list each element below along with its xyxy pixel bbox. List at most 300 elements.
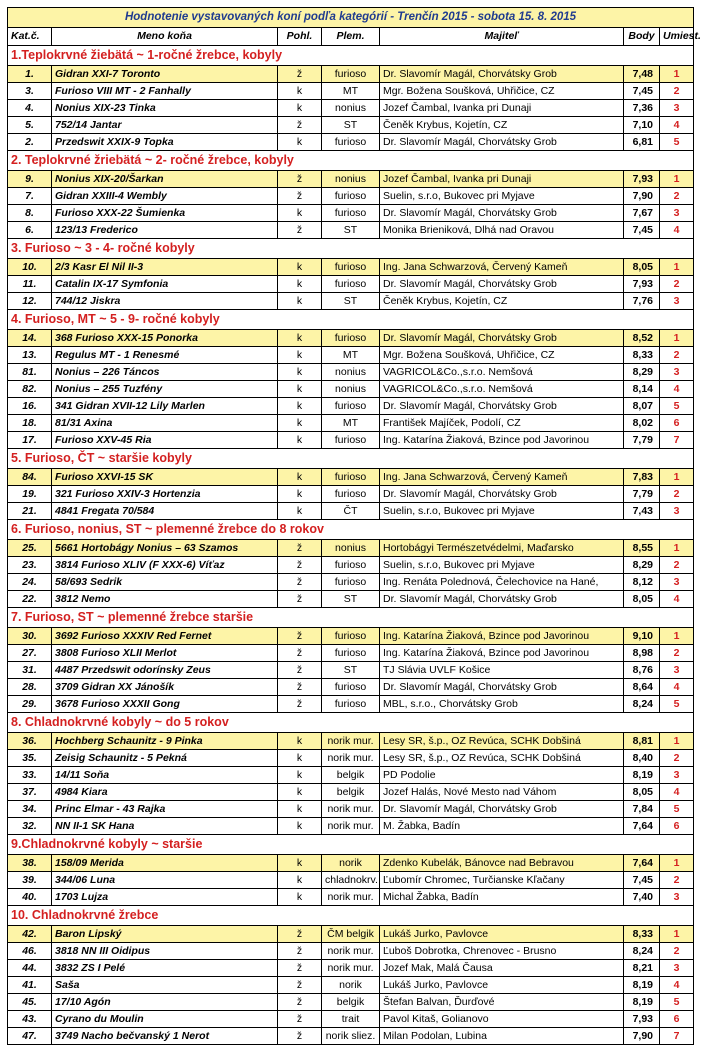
table-row: [8, 628, 694, 645]
cell-score: 7,93: [624, 1011, 660, 1028]
cell-owner: Ing. Jana Schwarzová, Červený Kameň: [380, 469, 624, 486]
cell-score: 8,24: [624, 943, 660, 960]
cell-breed: ST: [322, 117, 380, 134]
cell-horse-name: Przedswit XXIX-9 Topka: [52, 134, 278, 151]
cell-kat: 6.: [8, 222, 52, 239]
cell-score: 6,81: [624, 134, 660, 151]
table-row: [8, 398, 694, 415]
cell-sex: ž: [278, 574, 322, 591]
cell-sex: k: [278, 259, 322, 276]
cell-score: 7,90: [624, 1028, 660, 1045]
cell-horse-name: Furioso VIII MT - 2 Fanhally: [52, 83, 278, 100]
table-row: [8, 591, 694, 608]
table-row: [8, 205, 694, 222]
cell-kat: 40.: [8, 889, 52, 906]
cell-breed: norik mur.: [322, 943, 380, 960]
cell-score: 7,64: [624, 855, 660, 872]
category-title: 3. Furioso ~ 3 - 4- ročné kobyly: [8, 239, 694, 259]
cell-score: 8,29: [624, 364, 660, 381]
cell-breed: nonius: [322, 100, 380, 117]
cell-sex: k: [278, 486, 322, 503]
cell-placement: 2: [660, 276, 694, 293]
cell-breed: norik: [322, 855, 380, 872]
cell-horse-name: 3709 Gidran XX Jánošík: [52, 679, 278, 696]
cell-kat: 32.: [8, 818, 52, 835]
category-title: 9.Chladnokrvné kobyly ~ staršie: [8, 835, 694, 855]
cell-breed: norik mur.: [322, 733, 380, 750]
cell-sex: k: [278, 801, 322, 818]
cell-placement: 1: [660, 855, 694, 872]
table-row: [8, 1028, 694, 1045]
cell-sex: k: [278, 347, 322, 364]
cell-horse-name: NN II-1 SK Hana: [52, 818, 278, 835]
cell-owner: Ing. Katarína Žiaková, Bzince pod Javorinou: [380, 628, 624, 645]
cell-placement: 4: [660, 117, 694, 134]
cell-score: 7,84: [624, 801, 660, 818]
cell-owner: Lesy SR, š.p., OZ Revúca, SCHK Dobšiná: [380, 750, 624, 767]
cell-breed: belgik: [322, 767, 380, 784]
cell-placement: 1: [660, 540, 694, 557]
cell-placement: 2: [660, 750, 694, 767]
cell-score: 8,33: [624, 347, 660, 364]
cell-horse-name: 752/14 Jantar: [52, 117, 278, 134]
cell-sex: k: [278, 889, 322, 906]
cell-owner: Štefan Balvan, Ďurďové: [380, 994, 624, 1011]
cell-horse-name: 58/693 Sedrik: [52, 574, 278, 591]
cell-owner: Hortobágyi Természetvédelmi, Maďarsko: [380, 540, 624, 557]
cell-owner: Dr. Slavomír Magál, Chorvátsky Grob: [380, 398, 624, 415]
category-title: 8. Chladnokrvné kobyly ~ do 5 rokov: [8, 713, 694, 733]
cell-placement: 4: [660, 784, 694, 801]
cell-kat: 81.: [8, 364, 52, 381]
cell-sex: k: [278, 364, 322, 381]
cell-breed: norik: [322, 977, 380, 994]
cell-sex: ž: [278, 943, 322, 960]
cell-breed: MT: [322, 415, 380, 432]
cell-kat: 44.: [8, 960, 52, 977]
cell-sex: ž: [278, 994, 322, 1011]
cell-horse-name: Nonius – 226 Táncos: [52, 364, 278, 381]
cell-score: 7,93: [624, 276, 660, 293]
cell-kat: 8.: [8, 205, 52, 222]
cell-placement: 2: [660, 557, 694, 574]
table-row: [8, 66, 694, 83]
cell-score: 8,55: [624, 540, 660, 557]
cell-owner: Jozef Čambal, Ivanka pri Dunaji: [380, 100, 624, 117]
cell-kat: 25.: [8, 540, 52, 557]
table-row: [8, 540, 694, 557]
cell-horse-name: 3812 Nemo: [52, 591, 278, 608]
cell-kat: 37.: [8, 784, 52, 801]
cell-placement: 1: [660, 66, 694, 83]
cell-breed: norik mur.: [322, 818, 380, 835]
cell-placement: 7: [660, 432, 694, 449]
cell-breed: furioso: [322, 398, 380, 415]
cell-breed: furioso: [322, 432, 380, 449]
table-row: [8, 784, 694, 801]
cell-horse-name: Saša: [52, 977, 278, 994]
cell-breed: furioso: [322, 486, 380, 503]
cell-kat: 45.: [8, 994, 52, 1011]
cell-owner: M. Žabka, Badín: [380, 818, 624, 835]
cell-kat: 22.: [8, 591, 52, 608]
header-row: [8, 28, 694, 46]
category-title: 2. Teplokrvné žriebätá ~ 2- ročné žrebce, kobyly: [8, 151, 694, 171]
cell-horse-name: Furioso XXV-45 Ria: [52, 432, 278, 449]
category-row: [8, 608, 694, 628]
cell-horse-name: 368 Furioso XXX-15 Ponorka: [52, 330, 278, 347]
cell-owner: VAGRICOL&Co.,s.r.o. Nemšová: [380, 381, 624, 398]
category-title: 10. Chladnokrvné žrebce: [8, 906, 694, 926]
cell-sex: k: [278, 767, 322, 784]
cell-placement: 1: [660, 330, 694, 347]
header-meno: Meno koňa: [52, 28, 278, 46]
cell-sex: k: [278, 415, 322, 432]
cell-breed: norik mur.: [322, 889, 380, 906]
cell-sex: ž: [278, 628, 322, 645]
cell-placement: 2: [660, 347, 694, 364]
table-row: [8, 117, 694, 134]
category-title: 6. Furioso, nonius, ST ~ plemenné žrebce do 8 rokov: [8, 520, 694, 540]
cell-sex: k: [278, 469, 322, 486]
cell-horse-name: Baron Lipský: [52, 926, 278, 943]
cell-breed: furioso: [322, 259, 380, 276]
cell-owner: Dr. Slavomír Magál, Chorvátsky Grob: [380, 134, 624, 151]
cell-breed: furioso: [322, 205, 380, 222]
cell-placement: 2: [660, 188, 694, 205]
table-row: [8, 469, 694, 486]
cell-owner: Dr. Slavomír Magál, Chorvátsky Grob: [380, 276, 624, 293]
cell-score: 8,05: [624, 784, 660, 801]
cell-placement: 3: [660, 100, 694, 117]
cell-owner: Dr. Slavomír Magál, Chorvátsky Grob: [380, 66, 624, 83]
cell-owner: Ing. Renáta Polednová, Čelechovice na Hané,: [380, 574, 624, 591]
cell-horse-name: Gidran XXIII-4 Wembly: [52, 188, 278, 205]
cell-breed: norik mur.: [322, 750, 380, 767]
cell-owner: Zdenko Kubelák, Bánovce nad Bebravou: [380, 855, 624, 872]
cell-sex: ž: [278, 117, 322, 134]
cell-owner: PD Podolie: [380, 767, 624, 784]
cell-kat: 19.: [8, 486, 52, 503]
table-row: [8, 259, 694, 276]
cell-sex: k: [278, 134, 322, 151]
cell-breed: furioso: [322, 66, 380, 83]
page-title: Hodnotenie vystavovaných koní podľa kategórií - Trenčín 2015 - sobota 15. 8. 2015: [8, 8, 694, 28]
cell-placement: 1: [660, 259, 694, 276]
header-plem: Plem.: [322, 28, 380, 46]
cell-kat: 17.: [8, 432, 52, 449]
cell-owner: Michal Žabka, Badín: [380, 889, 624, 906]
category-row: [8, 239, 694, 259]
category-title: 1.Teplokrvné žiebätá ~ 1-ročné žrebce, kobyly: [8, 46, 694, 66]
cell-horse-name: 3749 Nacho bečvanský 1 Nerot: [52, 1028, 278, 1045]
cell-kat: 23.: [8, 557, 52, 574]
cell-breed: norik mur.: [322, 960, 380, 977]
cell-sex: k: [278, 432, 322, 449]
cell-sex: k: [278, 872, 322, 889]
cell-owner: Dr. Slavomír Magál, Chorvátsky Grob: [380, 679, 624, 696]
cell-score: 7,83: [624, 469, 660, 486]
cell-placement: 3: [660, 364, 694, 381]
table-row: [8, 960, 694, 977]
cell-kat: 35.: [8, 750, 52, 767]
table-row: [8, 926, 694, 943]
table-row: [8, 889, 694, 906]
cell-placement: 5: [660, 801, 694, 818]
table-row: [8, 134, 694, 151]
table-row: [8, 733, 694, 750]
cell-breed: furioso: [322, 134, 380, 151]
cell-placement: 3: [660, 889, 694, 906]
cell-breed: furioso: [322, 330, 380, 347]
cell-breed: furioso: [322, 628, 380, 645]
cell-placement: 3: [660, 960, 694, 977]
table-row: [8, 432, 694, 449]
cell-horse-name: Nonius XIX-23 Tinka: [52, 100, 278, 117]
table-row: [8, 767, 694, 784]
cell-breed: furioso: [322, 469, 380, 486]
cell-breed: chladnokrv.: [322, 872, 380, 889]
cell-horse-name: 1703 Lujza: [52, 889, 278, 906]
cell-horse-name: 17/10 Agón: [52, 994, 278, 1011]
cell-kat: 10.: [8, 259, 52, 276]
cell-placement: 5: [660, 696, 694, 713]
cell-placement: 6: [660, 1011, 694, 1028]
cell-sex: ž: [278, 960, 322, 977]
table-row: [8, 557, 694, 574]
cell-horse-name: 4841 Fregata 70/584: [52, 503, 278, 520]
cell-placement: 1: [660, 171, 694, 188]
cell-placement: 4: [660, 222, 694, 239]
cell-owner: Monika Brieniková, Dlhá nad Oravou: [380, 222, 624, 239]
cell-horse-name: 3692 Furioso XXXIV Red Fernet: [52, 628, 278, 645]
cell-owner: Čeněk Krybus, Kojetín, CZ: [380, 117, 624, 134]
cell-sex: k: [278, 750, 322, 767]
cell-horse-name: 81/31 Axina: [52, 415, 278, 432]
cell-breed: MT: [322, 347, 380, 364]
cell-score: 7,64: [624, 818, 660, 835]
cell-score: 8,12: [624, 574, 660, 591]
cell-kat: 28.: [8, 679, 52, 696]
cell-kat: 34.: [8, 801, 52, 818]
cell-kat: 42.: [8, 926, 52, 943]
cell-owner: Pavol Kitaš, Golianovo: [380, 1011, 624, 1028]
table-row: [8, 994, 694, 1011]
cell-sex: k: [278, 733, 322, 750]
cell-breed: nonius: [322, 364, 380, 381]
cell-sex: ž: [278, 1011, 322, 1028]
cell-placement: 6: [660, 415, 694, 432]
cell-sex: ž: [278, 557, 322, 574]
cell-breed: furioso: [322, 645, 380, 662]
cell-horse-name: Regulus MT - 1 Renesmé: [52, 347, 278, 364]
cell-owner: Lesy SR, š.p., OZ Revúca, SCHK Dobšiná: [380, 733, 624, 750]
cell-horse-name: 3818 NN III Oidipus: [52, 943, 278, 960]
cell-breed: belgik: [322, 784, 380, 801]
cell-kat: 46.: [8, 943, 52, 960]
cell-score: 7,79: [624, 486, 660, 503]
cell-breed: furioso: [322, 557, 380, 574]
cell-placement: 2: [660, 645, 694, 662]
cell-placement: 1: [660, 733, 694, 750]
cell-kat: 2.: [8, 134, 52, 151]
cell-owner: Suelin, s.r.o, Bukovec pri Myjave: [380, 503, 624, 520]
cell-score: 8,02: [624, 415, 660, 432]
category-title: 4. Furioso, MT ~ 5 - 9- ročné kobyly: [8, 310, 694, 330]
table-row: [8, 750, 694, 767]
cell-owner: František Majíček, Podolí, CZ: [380, 415, 624, 432]
cell-score: 7,90: [624, 188, 660, 205]
table-row: [8, 662, 694, 679]
header-majitel: Majiteľ: [380, 28, 624, 46]
table-row: [8, 100, 694, 117]
cell-owner: Ing. Jana Schwarzová, Červený Kameň: [380, 259, 624, 276]
cell-placement: 4: [660, 591, 694, 608]
cell-kat: 16.: [8, 398, 52, 415]
table-row: [8, 364, 694, 381]
cell-kat: 38.: [8, 855, 52, 872]
cell-kat: 7.: [8, 188, 52, 205]
cell-owner: Ľuboš Dobrotka, Chrenovec - Brusno: [380, 943, 624, 960]
cell-owner: Ing. Katarína Žiaková, Bzince pod Javorinou: [380, 645, 624, 662]
cell-owner: MBL, s.r.o., Chorvátsky Grob: [380, 696, 624, 713]
cell-breed: trait: [322, 1011, 380, 1028]
cell-sex: ž: [278, 679, 322, 696]
cell-horse-name: Princ Elmar - 43 Rajka: [52, 801, 278, 818]
cell-owner: Ing. Katarína Žiaková, Bzince pod Javorinou: [380, 432, 624, 449]
cell-owner: Dr. Slavomír Magál, Chorvátsky Grob: [380, 486, 624, 503]
cell-owner: Dr. Slavomír Magál, Chorvátsky Grob: [380, 591, 624, 608]
cell-horse-name: 3832 ZS I Pelé: [52, 960, 278, 977]
table-row: [8, 347, 694, 364]
cell-score: 8,19: [624, 977, 660, 994]
cell-owner: Mgr. Božena Soušková, Uhřičice, CZ: [380, 83, 624, 100]
cell-breed: nonius: [322, 540, 380, 557]
cell-placement: 1: [660, 469, 694, 486]
cell-placement: 3: [660, 293, 694, 310]
cell-breed: ST: [322, 591, 380, 608]
cell-horse-name: 4487 Przedswit odorínsky Zeus: [52, 662, 278, 679]
cell-score: 8,29: [624, 557, 660, 574]
table-row: [8, 977, 694, 994]
category-row: [8, 449, 694, 469]
cell-owner: Dr. Slavomír Magál, Chorvátsky Grob: [380, 330, 624, 347]
cell-horse-name: 4984 Kiara: [52, 784, 278, 801]
cell-kat: 4.: [8, 100, 52, 117]
cell-placement: 4: [660, 381, 694, 398]
cell-kat: 14.: [8, 330, 52, 347]
table-row: [8, 696, 694, 713]
cell-kat: 5.: [8, 117, 52, 134]
table-row: [8, 415, 694, 432]
cell-placement: 3: [660, 503, 694, 520]
table-row: [8, 855, 694, 872]
cell-score: 8,07: [624, 398, 660, 415]
cell-kat: 18.: [8, 415, 52, 432]
cell-placement: 3: [660, 205, 694, 222]
cell-kat: 27.: [8, 645, 52, 662]
cell-horse-name: 744/12 Jiskra: [52, 293, 278, 310]
category-row: [8, 151, 694, 171]
cell-score: 8,98: [624, 645, 660, 662]
cell-breed: furioso: [322, 574, 380, 591]
results-sheet: [7, 7, 701, 1045]
category-row: [8, 46, 694, 66]
table-row: [8, 222, 694, 239]
cell-owner: VAGRICOL&Co.,s.r.o. Nemšová: [380, 364, 624, 381]
header-umiest: Umiest.: [660, 28, 694, 46]
cell-placement: 3: [660, 574, 694, 591]
cell-score: 7,36: [624, 100, 660, 117]
cell-kat: 30.: [8, 628, 52, 645]
cell-sex: ž: [278, 591, 322, 608]
cell-breed: furioso: [322, 276, 380, 293]
table-row: [8, 818, 694, 835]
cell-owner: Suelin, s.r.o, Bukovec pri Myjave: [380, 188, 624, 205]
cell-horse-name: Gidran XXI-7 Toronto: [52, 66, 278, 83]
header-body: Body: [624, 28, 660, 46]
cell-sex: k: [278, 398, 322, 415]
cell-kat: 31.: [8, 662, 52, 679]
cell-kat: 21.: [8, 503, 52, 520]
cell-score: 8,05: [624, 259, 660, 276]
cell-kat: 41.: [8, 977, 52, 994]
table-row: [8, 188, 694, 205]
cell-horse-name: Zeisig Schaunitz - 5 Pekná: [52, 750, 278, 767]
cell-sex: ž: [278, 66, 322, 83]
cell-owner: Mgr. Božena Soušková, Uhřičice, CZ: [380, 347, 624, 364]
cell-score: 8,19: [624, 767, 660, 784]
cell-score: 7,40: [624, 889, 660, 906]
header-pohl: Pohl.: [278, 28, 322, 46]
table-row: [8, 330, 694, 347]
category-row: [8, 835, 694, 855]
cell-sex: ž: [278, 662, 322, 679]
table-row: [8, 872, 694, 889]
cell-breed: belgik: [322, 994, 380, 1011]
cell-horse-name: Furioso XXVI-15 SK: [52, 469, 278, 486]
table-row: [8, 276, 694, 293]
cell-breed: nonius: [322, 381, 380, 398]
cell-score: 8,81: [624, 733, 660, 750]
title-row: [8, 8, 694, 28]
header-kat: Kat.č.: [8, 28, 52, 46]
cell-owner: Ľubomír Chromec, Turčianske Kľačany: [380, 872, 624, 889]
table-row: [8, 1011, 694, 1028]
cell-horse-name: 3808 Furioso XLII Merlot: [52, 645, 278, 662]
cell-horse-name: Furioso XXX-22 Šumienka: [52, 205, 278, 222]
cell-score: 8,05: [624, 591, 660, 608]
cell-owner: Lukáš Jurko, Pavlovce: [380, 926, 624, 943]
cell-score: 7,10: [624, 117, 660, 134]
cell-score: 7,79: [624, 432, 660, 449]
cell-owner: Jozef Mak, Malá Čausa: [380, 960, 624, 977]
table-row: [8, 381, 694, 398]
table-row: [8, 293, 694, 310]
category-row: [8, 906, 694, 926]
cell-horse-name: 3814 Furioso XLIV (F XXX-6) Víťaz: [52, 557, 278, 574]
cell-sex: k: [278, 855, 322, 872]
cell-score: 8,19: [624, 994, 660, 1011]
cell-placement: 6: [660, 818, 694, 835]
category-row: [8, 310, 694, 330]
category-row: [8, 713, 694, 733]
cell-sex: k: [278, 205, 322, 222]
cell-score: 7,45: [624, 872, 660, 889]
cell-sex: k: [278, 330, 322, 347]
cell-kat: 43.: [8, 1011, 52, 1028]
cell-breed: furioso: [322, 679, 380, 696]
